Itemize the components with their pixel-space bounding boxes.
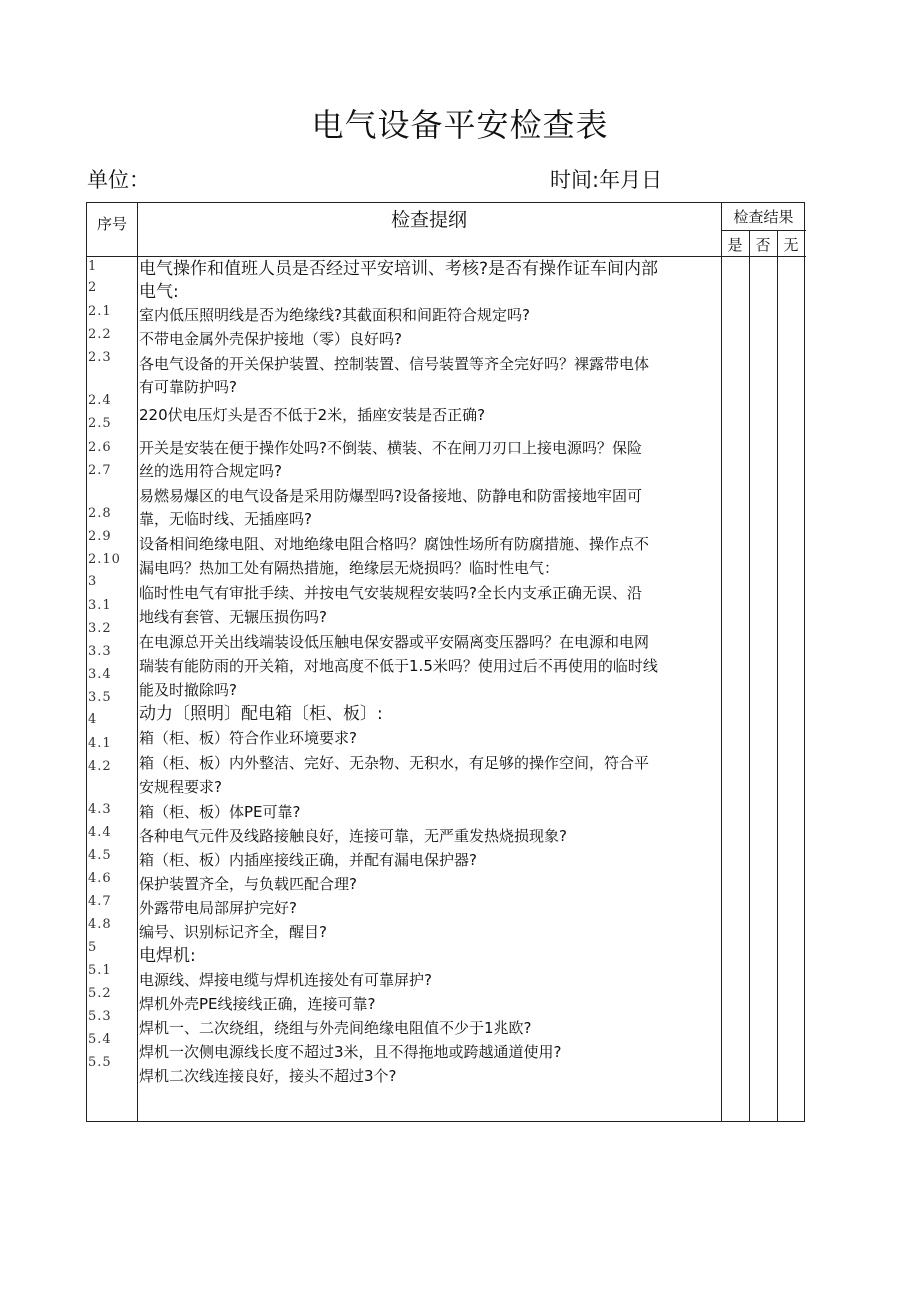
seq-number: 3.5: [88, 690, 112, 705]
outline-line: 焊机一次侧电源线长度不超过3米，且不得拖地或跨越通道使用?: [139, 1043, 562, 1061]
result-subheader-divider: [721, 230, 806, 231]
outline-line: 电源线、焊接电缆与焊机连接处有可靠屏护?: [139, 971, 432, 989]
outline-line: 靠，无临时线、无插座吗?: [139, 510, 312, 528]
seq-number: 4.1: [88, 736, 112, 751]
outline-line: 漏电吗？热加工处有隔热措施，绝缘层无烧损吗？临时性电气：: [139, 559, 560, 577]
outline-line: 保护装置齐全，与负载匹配合理?: [139, 875, 357, 893]
outline-line: 各种电气元件及线路接触良好，连接可靠，无严重发热烧损现象?: [139, 827, 567, 845]
inspection-table: [86, 202, 805, 1122]
seq-number: 2.1: [88, 304, 112, 319]
seq-number: 3.2: [88, 621, 112, 636]
outline-line: 焊机一、二次绕组，绕组与外壳间绝缘电阻值不少于1兆欧?: [139, 1019, 532, 1037]
seq-number: 4.5: [88, 848, 112, 863]
seq-number: 2.6: [88, 440, 112, 455]
outline-line: 易燃易爆区的电气设备是采用防爆型吗?设备接地、防静电和防雷接地牢固可: [139, 487, 642, 505]
outline-line: 丝的选用符合规定吗?: [139, 462, 282, 480]
col-divider-no: [777, 230, 778, 1121]
seq-number: 5.2: [88, 986, 112, 1001]
seq-number: 2: [88, 280, 98, 295]
seq-number: 4.8: [88, 917, 112, 932]
seq-number: 4.3: [88, 802, 112, 817]
outline-line: 箱（柜、板）体PE可靠?: [139, 803, 301, 821]
col-divider-seq: [137, 203, 138, 1121]
seq-number: 5.4: [88, 1032, 112, 1047]
outline-line: 不带电金属外壳保护接地（零）良好吗?: [139, 330, 402, 348]
outline-line: 临时性电气有审批手续、并按电气安装规程安装吗?全长内支承正确无误、沿: [139, 584, 642, 602]
header-divider: [87, 256, 721, 257]
outline-line: 能及时撤除吗?: [139, 681, 237, 699]
outline-line: 220伏电压灯头是否不低于2米，插座安装是否正确?: [139, 406, 486, 424]
outline-line: 在电源总开关出线端装设低压触电保安器或平安隔离变压器吗？在电源和电网: [139, 633, 650, 651]
header-yes: 是: [727, 236, 743, 254]
col-divider-yes: [749, 230, 750, 1121]
outline-line: 电气操作和值班人员是否经过平安培训、考核?是否有操作证车间内部: [139, 259, 659, 279]
seq-number: 4: [88, 712, 98, 727]
outline-line: 开关是安装在便于操作处吗?不倒装、横装、不在闸刀刃口上接电源吗？保险: [139, 439, 642, 457]
header-divider-result: [721, 256, 806, 257]
seq-number: 4.4: [88, 825, 112, 840]
seq-number: 2.2: [88, 327, 112, 342]
seq-number: 3.1: [88, 598, 112, 613]
seq-number: 2.10: [88, 552, 121, 567]
header-no: 否: [755, 236, 771, 254]
seq-number: 4.2: [88, 759, 112, 774]
seq-number: 1: [88, 259, 98, 274]
seq-number: 2.7: [88, 463, 112, 478]
outline-line: 安规程要求?: [139, 778, 222, 796]
header-result: 检查结果: [733, 208, 794, 226]
seq-number: 3.3: [88, 644, 112, 659]
header-outline: 检查提纲: [390, 209, 467, 231]
outline-line: 动力〔照明〕配电箱〔柜、板〕:: [139, 704, 383, 724]
col-divider-outline: [721, 203, 722, 1121]
outline-line: 箱（柜、板）内外整洁、完好、无杂物、无积水，有足够的操作空间，符合平: [139, 754, 650, 772]
seq-number: 4.7: [88, 894, 112, 909]
outline-line: 瑞装有能防雨的开关箱，对地高度不低于1.5米吗？使用过后不再使用的临时线: [139, 657, 658, 675]
unit-label: 单位：: [87, 168, 150, 192]
outline-line: 各电气设备的开关保护装置、控制装置、信号装置等齐全完好吗？裸露带电体: [139, 355, 650, 373]
date-label: 时间:年月日: [550, 168, 663, 192]
outline-line: 地线有套管、无辗压损伤吗?: [139, 608, 327, 626]
seq-number: 2.5: [88, 416, 112, 431]
outline-line: 箱（柜、板）内插座接线正确，并配有漏电保护器?: [139, 851, 477, 869]
seq-number: 3: [88, 574, 98, 589]
outline-line: 焊机外壳PE线接线正确，连接可靠?: [139, 995, 376, 1013]
outline-line: 焊机二次线连接良好，接头不超过3个?: [139, 1067, 397, 1085]
outline-line: 电气:: [139, 282, 179, 302]
outline-line: 外露带电局部屏护完好?: [139, 899, 297, 917]
outline-line: 编号、识别标记齐全，醒目?: [139, 923, 327, 941]
outline-line: 设备相间绝缘电阻、对地绝缘电阻合格吗？腐蚀性场所有防腐措施、操作点不: [139, 535, 650, 553]
outline-line: 有可靠防护吗?: [139, 378, 237, 396]
outline-line: 箱（柜、板）符合作业环境要求?: [139, 729, 357, 747]
seq-number: 2.9: [88, 529, 112, 544]
header-none: 无: [783, 236, 799, 254]
outline-line: 电焊机:: [139, 946, 196, 966]
seq-number: 3.4: [88, 667, 112, 682]
seq-number: 5.1: [88, 963, 112, 978]
seq-number: 5.5: [88, 1055, 112, 1070]
seq-number: 2.4: [88, 393, 112, 408]
seq-number: 2.8: [88, 506, 112, 521]
seq-number: 5.3: [88, 1009, 112, 1024]
page-title: 电气设备平安检查表: [311, 106, 609, 144]
seq-number: 2.3: [88, 350, 112, 365]
seq-number: 5: [88, 940, 98, 955]
outline-line: 室内低压照明线是否为绝缘线?其截面积和间距符合规定吗?: [139, 306, 530, 324]
seq-number: 4.6: [88, 871, 112, 886]
header-seq: 序号: [96, 215, 127, 233]
